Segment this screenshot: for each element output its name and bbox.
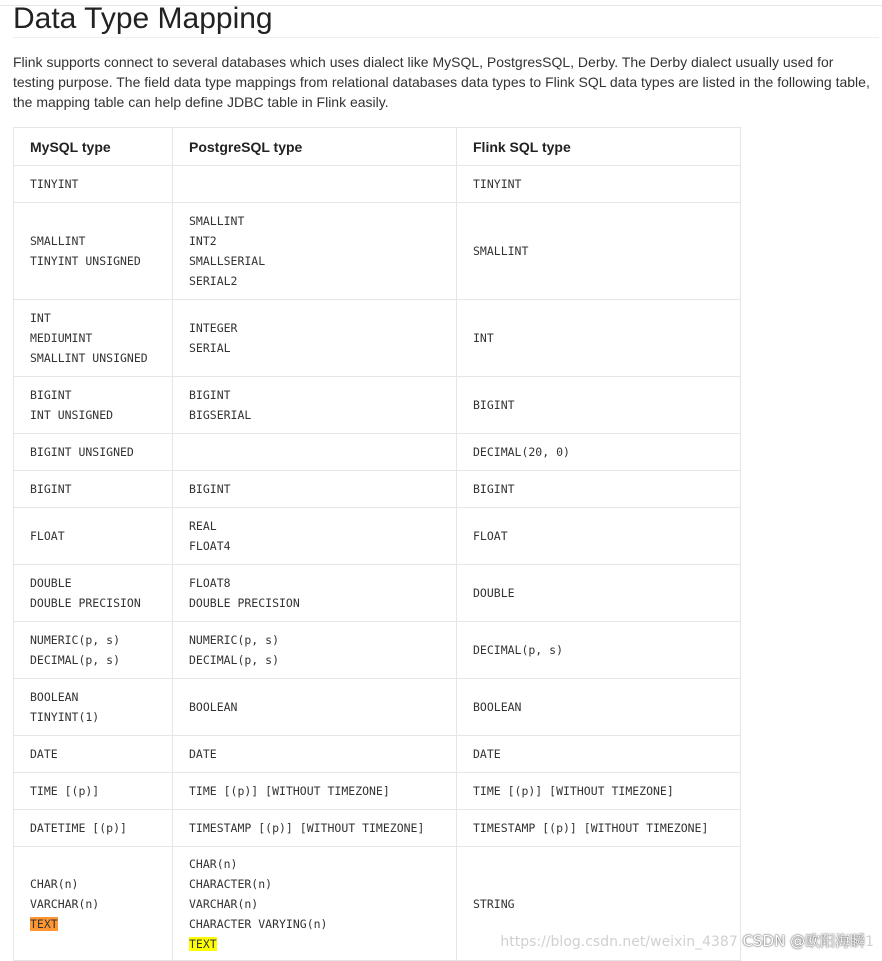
type-entry: SMALLSERIAL [189,254,266,268]
table-row [14,736,741,773]
type-entry: BIGINT [30,482,72,496]
type-entry: BIGINT [189,482,231,496]
type-entry: BIGINT UNSIGNED [30,445,134,459]
mysql-cell [14,377,173,434]
type-entry: SMALLINT [30,234,86,248]
type-entry: SERIAL [189,341,231,355]
type-entry: TIMESTAMP [(p)] [WITHOUT TIMEZONE] [189,821,425,835]
postgres-cell [173,203,457,300]
type-entry: NUMERIC(p, s) [189,633,280,647]
mysql-cell [14,508,173,565]
type-entry: BIGSERIAL [189,408,252,422]
flink-cell [457,434,741,471]
type-entry: DOUBLE [473,586,515,600]
type-entry: TIMESTAMP [(p)] [WITHOUT TIMEZONE] [473,821,709,835]
type-entry: TINYINT [30,177,79,191]
type-entry: FLOAT [473,529,508,543]
csdn-watermark [500,930,874,951]
flink-cell [457,203,741,300]
highlight-mark: TEXT [30,916,58,931]
mysql-cell [14,736,173,773]
flink-cell [457,471,741,508]
type-entry: BIGINT [189,388,231,402]
table-row [14,471,741,508]
type-entry: DOUBLE PRECISION [189,596,300,610]
type-entry [189,934,440,954]
type-entry: DECIMAL(p, s) [473,643,564,657]
type-entry: NUMERIC(p, s) [30,633,121,647]
type-entry: SMALLINT UNSIGNED [30,351,148,365]
postgres-cell [173,434,457,471]
header-mysql-type: MySQL type [14,128,173,166]
type-entry: DECIMAL(p, s) [189,653,280,667]
type-entry: TIME [(p)] [30,784,100,798]
table-row [14,773,741,810]
postgres-cell [173,810,457,847]
type-entry: DECIMAL(p, s) [30,653,121,667]
type-entry: BOOLEAN [189,700,238,714]
type-entry: FLOAT8 [189,576,231,590]
mysql-cell [14,434,173,471]
type-entry: CHAR(n) [189,856,238,871]
type-entry: FLOAT4 [189,539,231,553]
mysql-cell [14,203,173,300]
watermark-tail: 1 [865,934,874,950]
table-row [14,508,741,565]
watermark-url: https://blog.csdn.net/weixin_4387 [500,934,738,950]
postgres-cell [173,166,457,203]
type-mapping-table [13,127,741,961]
type-entry: SERIAL2 [189,274,238,288]
type-entry: DATE [189,747,217,761]
type-entry: INT UNSIGNED [30,408,114,422]
postgres-cell [173,847,457,961]
postgres-cell [173,300,457,377]
type-entry: BOOLEAN [473,700,522,714]
postgres-cell [173,508,457,565]
flink-cell [457,508,741,565]
type-entry: TINYINT UNSIGNED [30,254,141,268]
type-entry: TIME [(p)] [WITHOUT TIMEZONE] [189,784,390,798]
postgres-cell [173,736,457,773]
table-row [14,622,741,679]
flink-cell [457,166,741,203]
mysql-cell [14,679,173,736]
type-entry: CHAR(n) [30,876,79,891]
flink-cell [457,736,741,773]
type-entry [30,914,156,934]
type-entry: INTEGER [189,321,238,335]
postgres-cell [173,565,457,622]
type-entry: BOOLEAN [30,690,79,704]
mysql-cell [14,847,173,961]
type-entry: DATETIME [(p)] [30,821,127,835]
type-entry: TINYINT [473,177,522,191]
type-entry: VARCHAR(n) [189,896,259,911]
type-entry: DOUBLE PRECISION [30,596,141,610]
type-entry: TINYINT(1) [30,710,100,724]
table-row [14,565,741,622]
table-row [14,377,741,434]
type-entry: FLOAT [30,529,65,543]
flink-cell [457,622,741,679]
header-postgresql-type: PostgreSQL type [173,128,457,166]
type-entry: INT [30,311,51,325]
type-entry: VARCHAR(n) [30,896,100,911]
table-row [14,300,741,377]
postgres-cell [173,622,457,679]
type-entry: MEDIUMINT [30,331,93,345]
postgres-cell [173,377,457,434]
type-entry: DATE [473,747,501,761]
page-title: Data Type Mapping [13,2,273,35]
highlight-mark: TEXT [189,936,217,951]
mysql-cell [14,810,173,847]
watermark-brand: CSDN @欧阳海瞬 [742,932,866,950]
type-entry: DOUBLE [30,576,72,590]
flink-cell [457,773,741,810]
mysql-cell [14,565,173,622]
mysql-cell [14,471,173,508]
postgres-cell [173,679,457,736]
type-entry: BIGINT [473,482,515,496]
postgres-cell [173,773,457,810]
flink-cell [457,300,741,377]
type-entry: SMALLINT [473,244,529,258]
table-row [14,434,741,471]
flink-cell [457,679,741,736]
table-row [14,203,741,300]
type-entry: SMALLINT [189,214,245,228]
type-entry: CHARACTER VARYING(n) [189,916,328,931]
flink-cell [457,565,741,622]
mysql-cell [14,622,173,679]
type-entry: TIME [(p)] [WITHOUT TIMEZONE] [473,784,674,798]
header-flink-sql-type: Flink SQL type [457,128,741,166]
title-underline [13,37,879,38]
type-entry: INT [473,331,494,345]
mysql-cell [14,300,173,377]
type-entry: CHARACTER(n) [189,876,273,891]
postgres-cell [173,471,457,508]
type-entry: BIGINT [473,398,515,412]
table-row [14,679,741,736]
table-header-row [14,128,741,166]
type-entry: REAL [189,519,217,533]
table-row [14,810,741,847]
type-entry: DATE [30,747,58,761]
table-row [14,166,741,203]
intro-paragraph: Flink supports connect to several databases which uses dialect like MySQL, PostgresSQL, Derby. The Derby dialect usually used for testing purpose. The field data type mappings from relational databases data types to Flink SQL data types are listed in the following table, the mapping table can help define JDBC table in Flink easily. [13,54,870,110]
flink-cell [457,377,741,434]
flink-cell [457,810,741,847]
type-entry: STRING [473,896,515,911]
type-entry: DECIMAL(20, 0) [473,445,570,459]
type-entry: BIGINT [30,388,72,402]
mysql-cell [14,773,173,810]
mysql-cell [14,166,173,203]
type-entry: INT2 [189,234,217,248]
